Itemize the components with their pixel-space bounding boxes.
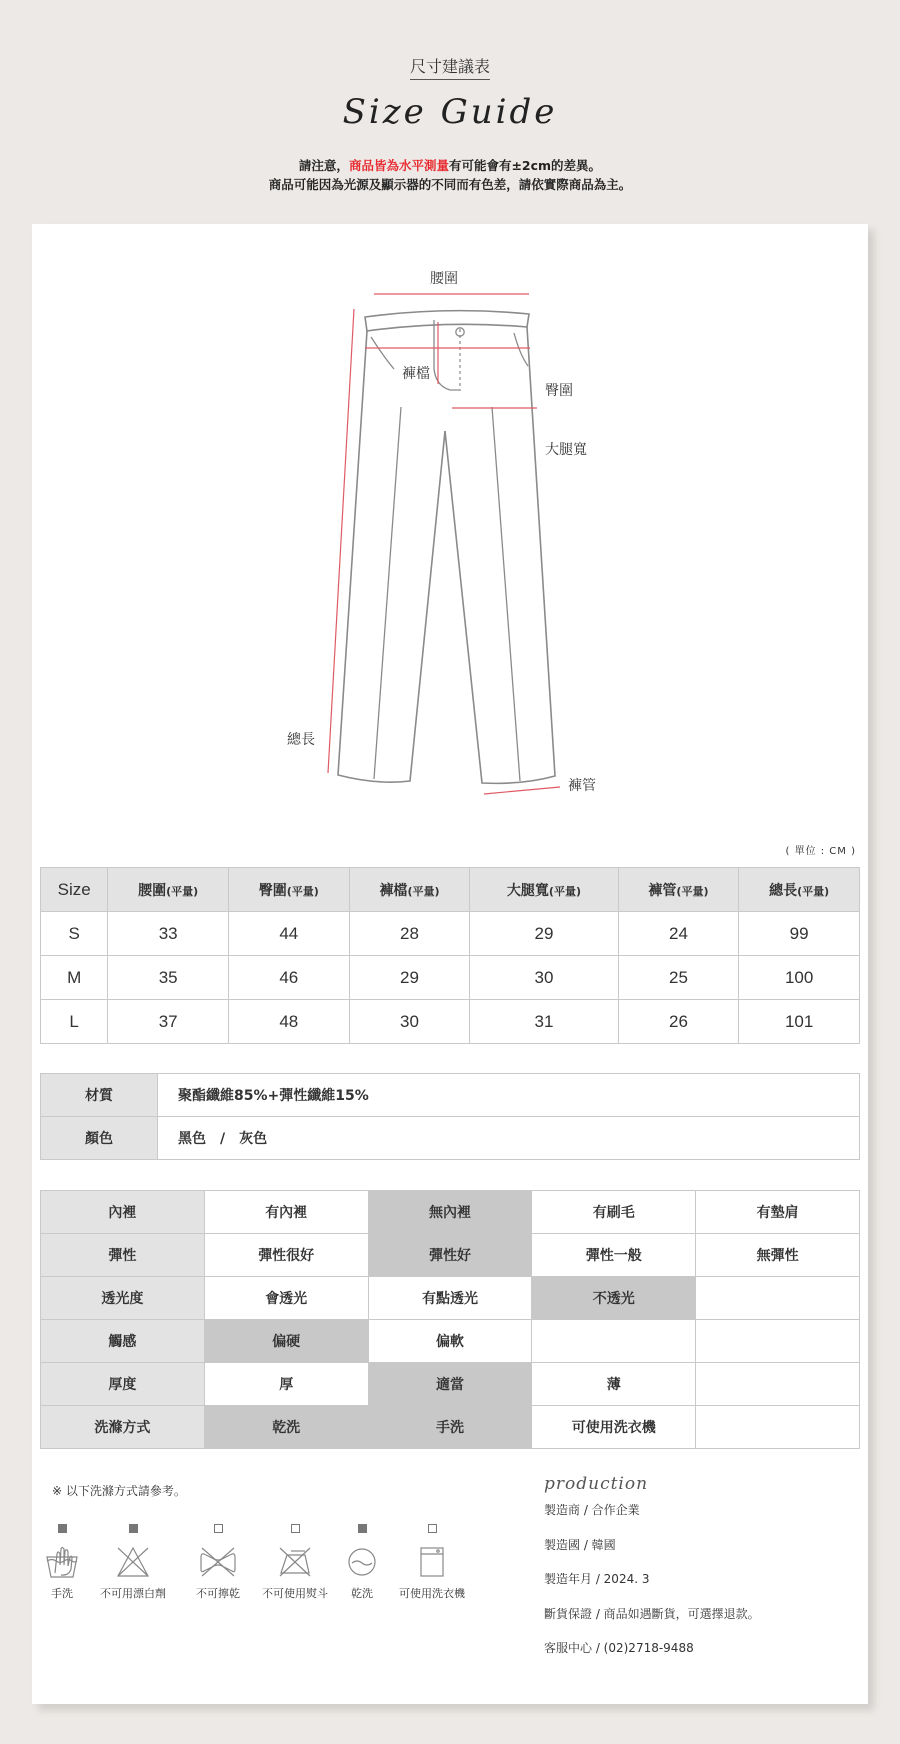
- attribute-option: [696, 1406, 860, 1449]
- label-hem: 褲管: [568, 778, 596, 794]
- hand-wash-icon: [44, 1545, 80, 1579]
- attribute-option: [696, 1363, 860, 1406]
- attribute-row: [41, 1277, 860, 1320]
- attribute-label: 觸感: [41, 1320, 205, 1363]
- attribute-option: 有墊肩: [696, 1191, 860, 1234]
- care-icons: [44, 1524, 474, 1624]
- value-cell: 30: [349, 1000, 470, 1044]
- care-label: 不可擰乾: [196, 1587, 240, 1600]
- left-leg-outline: [338, 331, 445, 782]
- attribute-row: [41, 1406, 860, 1449]
- size-table-header-row: [41, 868, 860, 912]
- attribute-option: 不透光: [532, 1277, 696, 1320]
- attribute-table: [40, 1190, 860, 1449]
- value-cell: 29: [470, 912, 618, 956]
- production-info: [544, 1474, 844, 1675]
- production-title: production: [544, 1474, 649, 1494]
- page-title-zh: 尺寸建議表: [0, 54, 900, 77]
- production-line: 製造年月 / 2024. 3: [544, 1572, 650, 1586]
- attribute-option: [532, 1320, 696, 1363]
- color-row: [41, 1117, 860, 1160]
- production-line: 製造商 / 合作企業: [544, 1503, 640, 1517]
- care-checkbox: [358, 1524, 367, 1533]
- material-value: 聚酯纖維85%+彈性纖維15%: [158, 1074, 860, 1117]
- attribute-option: 厚: [204, 1363, 368, 1406]
- header-rise: 褲檔(平量): [349, 868, 470, 912]
- value-cell: 101: [739, 1000, 860, 1044]
- value-cell: 31: [470, 1000, 618, 1044]
- table-row: [41, 1000, 860, 1044]
- attribute-option: 有刷毛: [532, 1191, 696, 1234]
- attribute-option: 可使用洗衣機: [532, 1406, 696, 1449]
- attribute-row: [41, 1234, 860, 1277]
- care-label: 乾洗: [351, 1587, 373, 1600]
- attribute-option: 適當: [368, 1363, 532, 1406]
- attribute-option: 無彈性: [696, 1234, 860, 1277]
- attribute-option: [696, 1277, 860, 1320]
- header-hem: 褲管(平量): [618, 868, 739, 912]
- care-checkbox: [58, 1524, 67, 1533]
- value-cell: 26: [618, 1000, 739, 1044]
- size-header: Size: [41, 868, 108, 912]
- care-item-no-iron: [259, 1524, 331, 1601]
- no-wring-icon: [198, 1545, 238, 1579]
- care-label: 手洗: [51, 1587, 73, 1600]
- care-note: ※ 以下洗滌方式請參考。: [52, 1484, 186, 1498]
- label-waist: 腰圍: [430, 271, 458, 287]
- value-cell: 37: [108, 1000, 229, 1044]
- label-hip: 臀圍: [545, 383, 573, 399]
- attribute-row: [41, 1320, 860, 1363]
- value-cell: 25: [618, 956, 739, 1000]
- attribute-option: 乾洗: [204, 1406, 368, 1449]
- no-bleach-icon: [115, 1545, 151, 1579]
- pants-diagram: [32, 224, 868, 824]
- attribute-option: 薄: [532, 1363, 696, 1406]
- header-length: 總長(平量): [739, 868, 860, 912]
- value-cell: 29: [349, 956, 470, 1000]
- table-row: [41, 912, 860, 956]
- value-cell: 35: [108, 956, 229, 1000]
- care-checkbox: [214, 1524, 223, 1533]
- care-checkbox: [428, 1524, 437, 1533]
- attribute-option: 有內裡: [204, 1191, 368, 1234]
- pants-illustration: [32, 224, 868, 824]
- value-cell: 28: [349, 912, 470, 956]
- note-highlight: 商品皆為水平測量: [348, 158, 449, 173]
- label-thigh: 大腿寬: [545, 442, 587, 458]
- attribute-option: 有點透光: [368, 1277, 532, 1320]
- value-cell: 100: [739, 956, 860, 1000]
- right-leg-outline: [445, 327, 555, 783]
- measurement-note: 請注意，商品皆為水平測量有可能會有±2cm的差異。 商品可能因為光源及顯示器的不同而有色差，請依實際商品為主。: [268, 158, 632, 192]
- attribute-option: 偏硬: [204, 1320, 368, 1363]
- size-guide-card: [32, 224, 868, 1704]
- unit-label: ( 單位 : CM ): [785, 846, 856, 857]
- attribute-label: 透光度: [41, 1277, 205, 1320]
- value-cell: 24: [618, 912, 739, 956]
- table-row: [41, 956, 860, 1000]
- attribute-label: 彈性: [41, 1234, 205, 1277]
- material-table: [40, 1073, 860, 1160]
- length-measure-line: [328, 309, 354, 773]
- care-item-hand-wash: [44, 1524, 80, 1601]
- size-table: [40, 867, 860, 1044]
- care-checkbox: [291, 1524, 300, 1533]
- care-checkbox: [129, 1524, 138, 1533]
- attribute-option: 會透光: [204, 1277, 368, 1320]
- value-cell: 46: [228, 956, 349, 1000]
- color-value: 黑色 / 灰色: [158, 1117, 860, 1160]
- size-cell: M: [41, 956, 108, 1000]
- attribute-row: [41, 1363, 860, 1406]
- attribute-option: 彈性好: [368, 1234, 532, 1277]
- label-length: 總長: [287, 732, 315, 748]
- attribute-label: 厚度: [41, 1363, 205, 1406]
- material-row: [41, 1074, 860, 1117]
- attribute-label: 洗滌方式: [41, 1406, 205, 1449]
- value-cell: 30: [470, 956, 618, 1000]
- attribute-option: [696, 1320, 860, 1363]
- care-item-washing-machine: [396, 1524, 468, 1601]
- attribute-option: 手洗: [368, 1406, 532, 1449]
- waistband-shape: [365, 311, 529, 331]
- care-label: 不可使用熨斗: [262, 1587, 328, 1600]
- care-item-no-wring: [193, 1524, 243, 1601]
- header-waist: 腰圍(平量): [108, 868, 229, 912]
- hem-measure-line: [484, 787, 560, 794]
- dry-clean-icon: [347, 1545, 377, 1579]
- no-iron-icon: [277, 1545, 313, 1579]
- attribute-option: 無內裡: [368, 1191, 532, 1234]
- care-item-no-bleach: [97, 1524, 169, 1601]
- attribute-row: [41, 1191, 860, 1234]
- material-label: 材質: [41, 1074, 158, 1117]
- care-item-dry-clean: [347, 1524, 377, 1601]
- attribute-option: 彈性很好: [204, 1234, 368, 1277]
- header-hip: 臀圍(平量): [228, 868, 349, 912]
- production-line: 客服中心 / (02)2718-9488: [544, 1641, 694, 1655]
- label-rise: 褲檔: [402, 366, 430, 382]
- color-label: 顏色: [41, 1117, 158, 1160]
- value-cell: 99: [739, 912, 860, 956]
- page-title-en: Size Guide: [342, 92, 558, 132]
- value-cell: 44: [228, 912, 349, 956]
- value-cell: 33: [108, 912, 229, 956]
- value-cell: 48: [228, 1000, 349, 1044]
- production-line: 斷貨保證 / 商品如遇斷貨，可選擇退款。: [544, 1606, 760, 1621]
- attribute-option: 偏軟: [368, 1320, 532, 1363]
- size-cell: L: [41, 1000, 108, 1044]
- care-label: 可使用洗衣機: [399, 1587, 465, 1600]
- attribute-label: 內裡: [41, 1191, 205, 1234]
- care-label: 不可用漂白劑: [100, 1587, 166, 1600]
- size-cell: S: [41, 912, 108, 956]
- washing-machine-icon: [417, 1545, 447, 1579]
- attribute-option: 彈性一般: [532, 1234, 696, 1277]
- production-line: 製造國 / 韓國: [544, 1537, 616, 1552]
- header-thigh: 大腿寬(平量): [470, 868, 618, 912]
